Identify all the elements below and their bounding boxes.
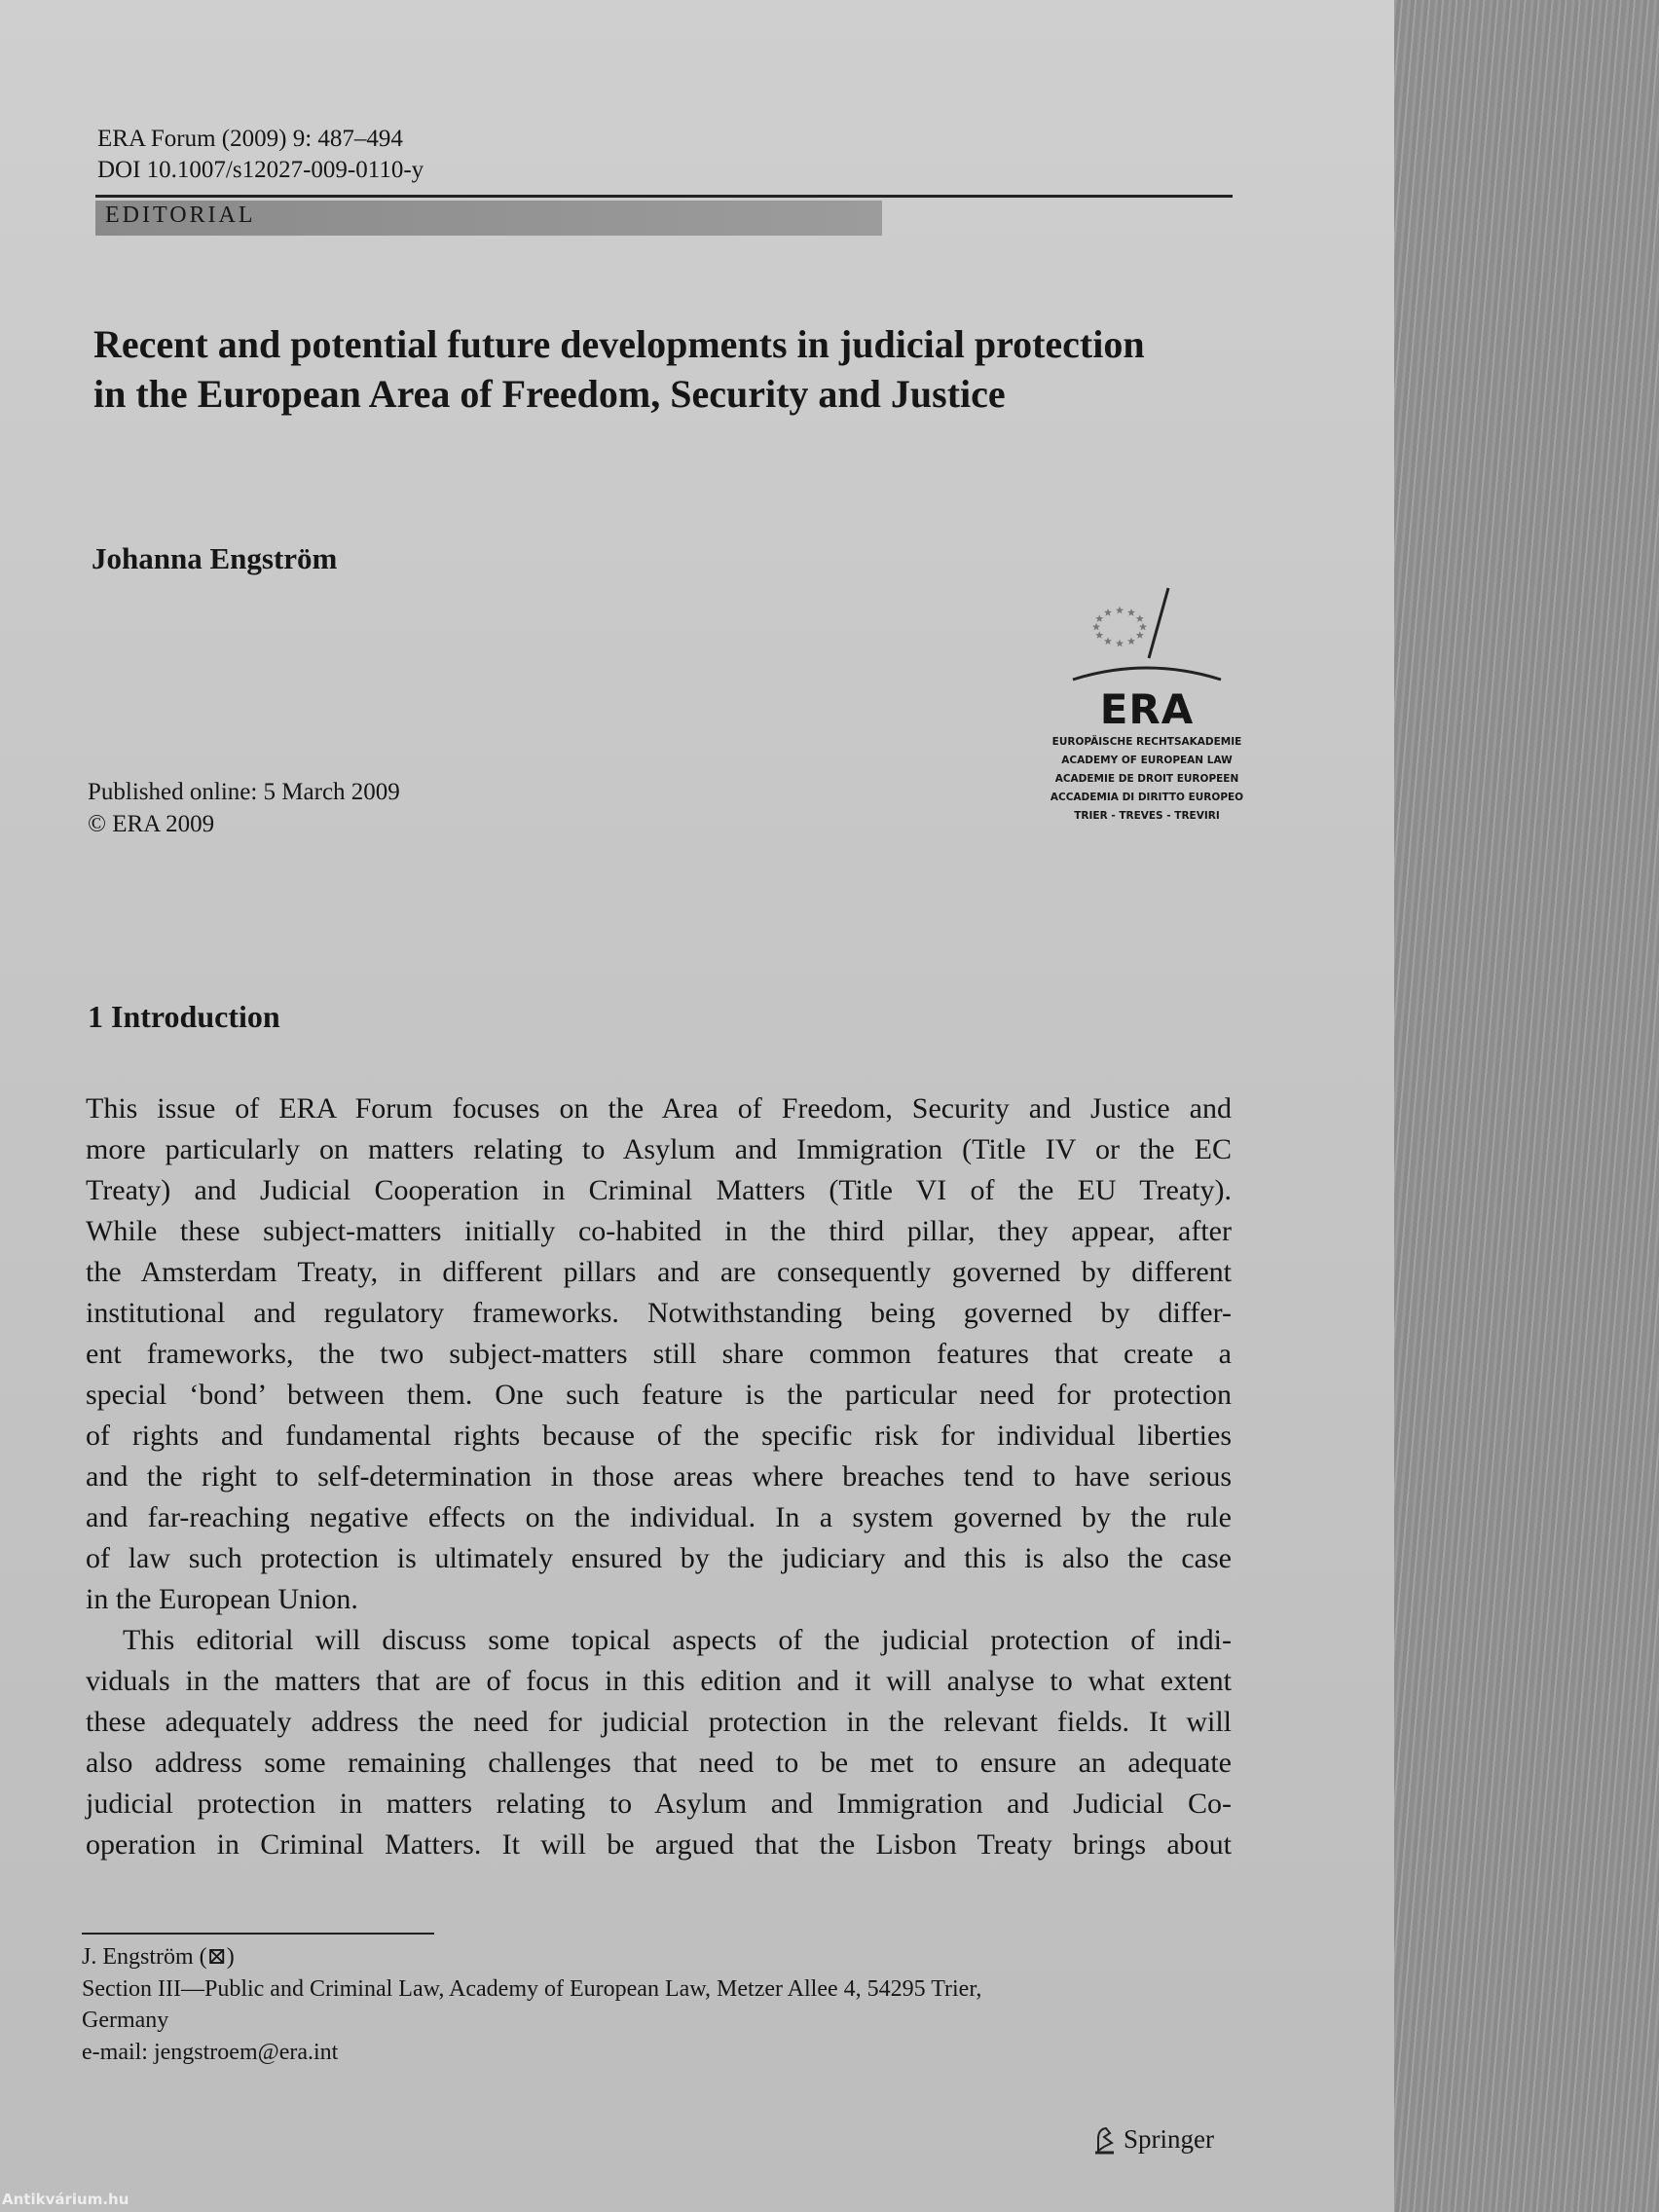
- logo-line: TRIER - TREVES - TREVIRI: [1074, 810, 1220, 822]
- body-line: viduals in the matters that are of focus in this edition and it will analyse to what extent: [86, 1665, 1232, 1697]
- body-line: This issue of ERA Forum focuses on the Area of Freedom, Security and Justice and: [86, 1092, 1232, 1124]
- star-icon: [1127, 638, 1135, 645]
- logo-line: EUROPÄISCHE RECHTSAKADEMIE: [1051, 736, 1242, 748]
- body-line: Treaty) and Judicial Cooperation in Criminal Matters (Title VI of the EU Treaty).: [86, 1174, 1232, 1206]
- star-icon: [1116, 640, 1124, 647]
- star-icon: [1139, 623, 1147, 631]
- footnote-name: J. Engström (⊠): [82, 1944, 235, 1970]
- doi: DOI 10.1007/s12027-009-0110-y: [97, 157, 424, 183]
- star-icon: [1092, 623, 1100, 631]
- footnote-rule: [82, 1933, 434, 1935]
- body-line: the Amsterdam Treaty, in different pillars and are consequently governed by different: [86, 1256, 1232, 1288]
- footnote-country: Germany: [82, 2008, 169, 2033]
- era-emblem-icon: [1069, 580, 1225, 682]
- body-line: these adequately address the need for judicial protection in the relevant fields. It will: [86, 1706, 1232, 1738]
- body-line: also address some remaining challenges that need to be met to ensure an adequate: [86, 1747, 1232, 1779]
- logo-line: ACCADEMIA DI DIRITTO EUROPEO: [1050, 792, 1244, 803]
- body-line: judicial protection in matters relating to Asylum and Immigration and Judicial Co-: [86, 1788, 1232, 1820]
- article-title: Recent and potential future developments in judicial protection in the European Area of Freedom, Security and Justice: [93, 322, 1145, 416]
- body-line: ent frameworks, the two subject-matters still share common features that create a: [86, 1338, 1232, 1370]
- body-line: of law such protection is ultimately ensured by the judiciary and this is also the case: [86, 1542, 1232, 1574]
- author-name: Johanna Engström: [92, 541, 338, 575]
- body-line: While these subject-matters initially co-habited in the third pillar, they appear, after: [86, 1215, 1232, 1247]
- published-date: Published online: 5 March 2009: [88, 779, 400, 805]
- section-label: EDITORIAL: [105, 203, 256, 228]
- star-icon: [1104, 608, 1112, 616]
- body-line: special ‘bond’ between them. One such feature is the particular need for protection: [86, 1379, 1232, 1411]
- footnote-email: e-mail: jengstroem@era.int: [82, 2039, 339, 2065]
- era-logo: [1040, 580, 1254, 826]
- body-text: [86, 1088, 1232, 1865]
- star-icon: [1095, 614, 1103, 622]
- body-line: institutional and regulatory frameworks. Notwithstanding being governed by differ-: [86, 1297, 1232, 1329]
- body-line: and far-reaching negative effects on the individual. In a system governed by the rule: [86, 1501, 1232, 1533]
- star-icon: [1095, 631, 1103, 639]
- body-line: more particularly on matters relating to Asylum and Immigration (Title IV or the EC: [86, 1133, 1232, 1165]
- footnote-address: Section III—Public and Criminal Law, Academy of European Law, Metzer Allee 4, 54295 Trier,: [82, 1975, 982, 2002]
- logo-line: ACADEMIE DE DROIT EUROPEEN: [1054, 773, 1239, 785]
- star-icon: [1136, 631, 1144, 639]
- header-rule: [95, 195, 1233, 198]
- body-line: This editorial will discuss some topical aspects of the judicial protection of indi-: [123, 1624, 1232, 1656]
- body-line: and the right to self-determination in those areas where breaches tend to have serious: [86, 1460, 1232, 1493]
- section-heading: 1 Introduction: [88, 999, 280, 1034]
- star-icon: [1127, 608, 1135, 616]
- body-line: operation in Criminal Matters. It will be argued that the Lisbon Treaty brings about: [86, 1828, 1232, 1861]
- star-icon: [1136, 614, 1144, 622]
- star-icon: [1116, 607, 1124, 614]
- copyright: © ERA 2009: [88, 811, 215, 837]
- background-surface: [1394, 0, 1659, 2212]
- star-icon: [1104, 638, 1112, 645]
- publisher-name: Springer: [1124, 2124, 1214, 2154]
- citation: ERA Forum (2009) 9: 487–494: [97, 126, 403, 152]
- logo-line: ACADEMY OF EUROPEAN LAW: [1061, 755, 1233, 766]
- springer-horse-icon: [1092, 2125, 1118, 2155]
- author-affiliation: [82, 1941, 981, 2068]
- watermark: Antikvárium.hu: [2, 2191, 129, 2208]
- publisher-logo: [1092, 2124, 1214, 2155]
- body-line: of rights and fundamental rights because of the specific risk for individual liberties: [86, 1419, 1232, 1452]
- body-line: in the European Union.: [86, 1583, 358, 1615]
- logo-wordmark: ERA: [1099, 685, 1195, 733]
